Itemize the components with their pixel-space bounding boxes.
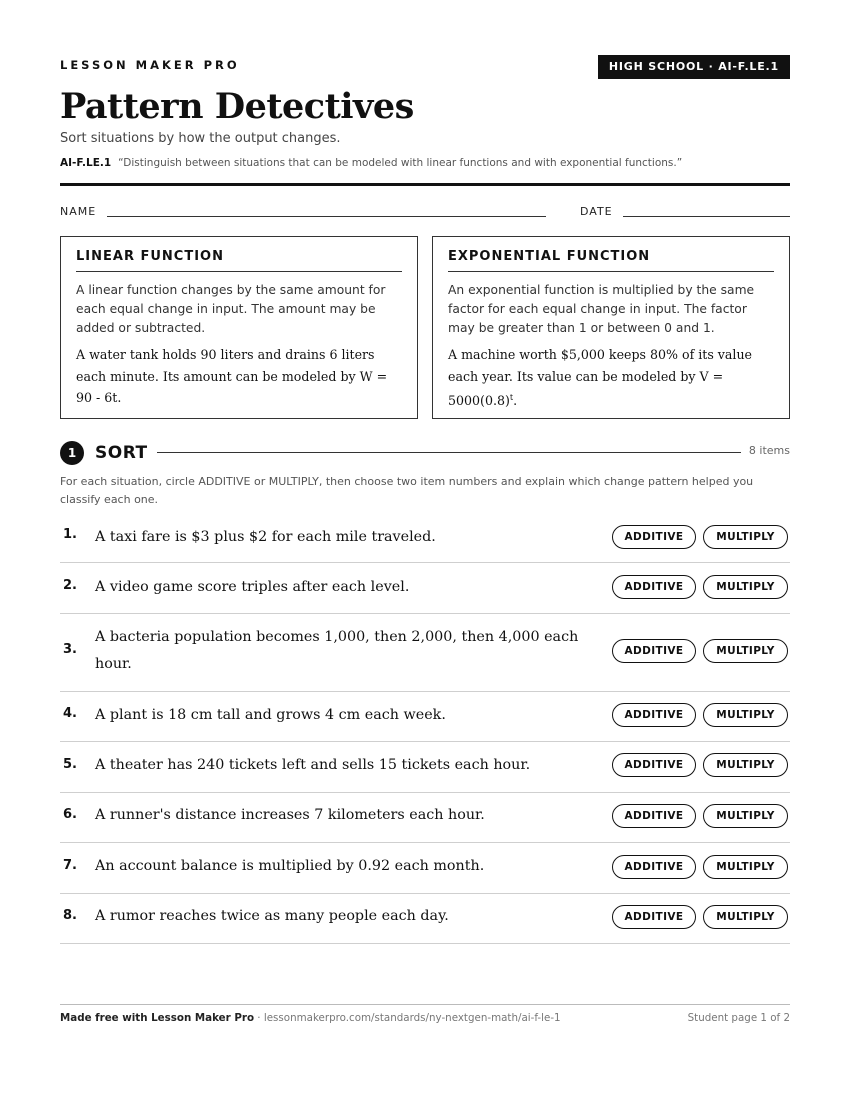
exponential-example	[448, 344, 774, 412]
exponential-example-exponent: t	[509, 393, 514, 402]
multiply-button[interactable]: MULTIPLY	[703, 575, 788, 599]
page-title: Pattern Detectives	[60, 86, 414, 127]
list-item	[60, 742, 790, 793]
item-text: A video game score triples after each level.	[95, 579, 410, 595]
linear-definition-text: A linear function changes by the same amount for each equal change in input. The amount may be added or subtracted.	[76, 283, 386, 335]
item-number: 3.	[63, 642, 77, 657]
grade-standard-tag: HIGH SCHOOL · AI-F.LE.1	[598, 55, 790, 79]
item-text: A runner's distance increases 7 kilometers each hour.	[95, 807, 485, 823]
multiply-button[interactable]: MULTIPLY	[703, 639, 788, 663]
list-item	[60, 793, 790, 843]
multiply-button[interactable]: MULTIPLY	[703, 804, 788, 828]
item-text: A plant is 18 cm tall and grows 4 cm each week.	[95, 707, 446, 723]
additive-button[interactable]: ADDITIVE	[612, 639, 696, 663]
item-number: 8.	[63, 908, 77, 923]
date-field[interactable]	[623, 216, 790, 217]
item-number: 1.	[63, 527, 77, 542]
exponential-example-main: A machine worth $5,000 keeps 80% of its value each year. Its value can be modeled by V = 5000(0.8)	[448, 347, 753, 409]
linear-definition-title: LINEAR FUNCTION	[76, 249, 402, 272]
list-item	[60, 512, 790, 563]
exponential-example-end: .	[513, 393, 518, 409]
footer-page-number: Student page 1 of 2	[687, 1012, 790, 1024]
item-number: 4.	[63, 706, 77, 721]
item-number: 5.	[63, 757, 77, 772]
exponential-definition-text: An exponential function is multiplied by the same factor for each equal change in input. The factor may be greater than 1 or between 0 and 1.	[448, 283, 755, 335]
item-text: A theater has 240 tickets left and sells 15 tickets each hour.	[95, 757, 531, 773]
list-item	[60, 894, 790, 944]
footer-url: · lessonmakerpro.com/standards/ny-nextgen-math/ai-f-le-1	[254, 1012, 561, 1024]
list-item	[60, 843, 790, 894]
multiply-button[interactable]: MULTIPLY	[703, 525, 788, 549]
footer-credit	[60, 1012, 561, 1024]
multiply-button[interactable]: MULTIPLY	[703, 855, 788, 879]
multiply-button[interactable]: MULTIPLY	[703, 703, 788, 727]
brand-name: LESSON MAKER PRO	[60, 58, 240, 72]
multiply-button[interactable]: MULTIPLY	[703, 753, 788, 777]
additive-button[interactable]: ADDITIVE	[612, 575, 696, 599]
multiply-button[interactable]: MULTIPLY	[703, 905, 788, 929]
additive-button[interactable]: ADDITIVE	[612, 905, 696, 929]
exponential-definition-title: EXPONENTIAL FUNCTION	[448, 249, 774, 272]
list-item	[60, 614, 790, 692]
standard-text: “Distinguish between situations that can be modeled with linear functions and with exponential functions.”	[118, 157, 683, 169]
section-number-badge: 1	[60, 441, 84, 465]
item-text: An account balance is multiplied by 0.92 each month.	[95, 858, 485, 874]
linear-definition-box	[60, 236, 418, 419]
footer-made-with: Made free with Lesson Maker Pro	[60, 1012, 255, 1024]
date-label: DATE	[580, 205, 613, 218]
additive-button[interactable]: ADDITIVE	[612, 804, 696, 828]
standard-line	[60, 157, 682, 169]
item-number: 7.	[63, 858, 77, 873]
name-label: NAME	[60, 205, 97, 218]
section-title: SORT	[95, 443, 148, 463]
page-subtitle: Sort situations by how the output changes.	[60, 131, 341, 146]
list-item	[60, 692, 790, 742]
section-rule	[157, 452, 741, 453]
section-instructions: For each situation, circle ADDITIVE or MULTIPLY, then choose two item numbers and explain which change pattern helped you classify each one.	[60, 475, 754, 506]
name-field[interactable]	[107, 216, 546, 217]
additive-button[interactable]: ADDITIVE	[612, 525, 696, 549]
additive-button[interactable]: ADDITIVE	[612, 753, 696, 777]
additive-button[interactable]: ADDITIVE	[612, 703, 696, 727]
item-number: 6.	[63, 807, 77, 822]
standard-code: AI-F.LE.1	[60, 157, 112, 169]
exponential-definition-box	[432, 236, 790, 419]
header-divider	[60, 183, 790, 186]
linear-example: A water tank holds 90 liters and drains 6 liters each minute. Its amount can be modeled by W = 90 - 6t.	[76, 347, 388, 405]
additive-button[interactable]: ADDITIVE	[612, 855, 696, 879]
item-text: A rumor reaches twice as many people each day.	[95, 908, 449, 924]
footer-divider	[60, 1004, 790, 1005]
item-number: 2.	[63, 578, 77, 593]
section-item-count: 8 items	[748, 444, 790, 457]
worksheet-page	[60, 0, 790, 1100]
item-text: A taxi fare is $3 plus $2 for each mile traveled.	[95, 529, 436, 545]
list-item	[60, 563, 790, 614]
item-text: A bacteria population becomes 1,000, then 2,000, then 4,000 each hour.	[95, 629, 579, 672]
